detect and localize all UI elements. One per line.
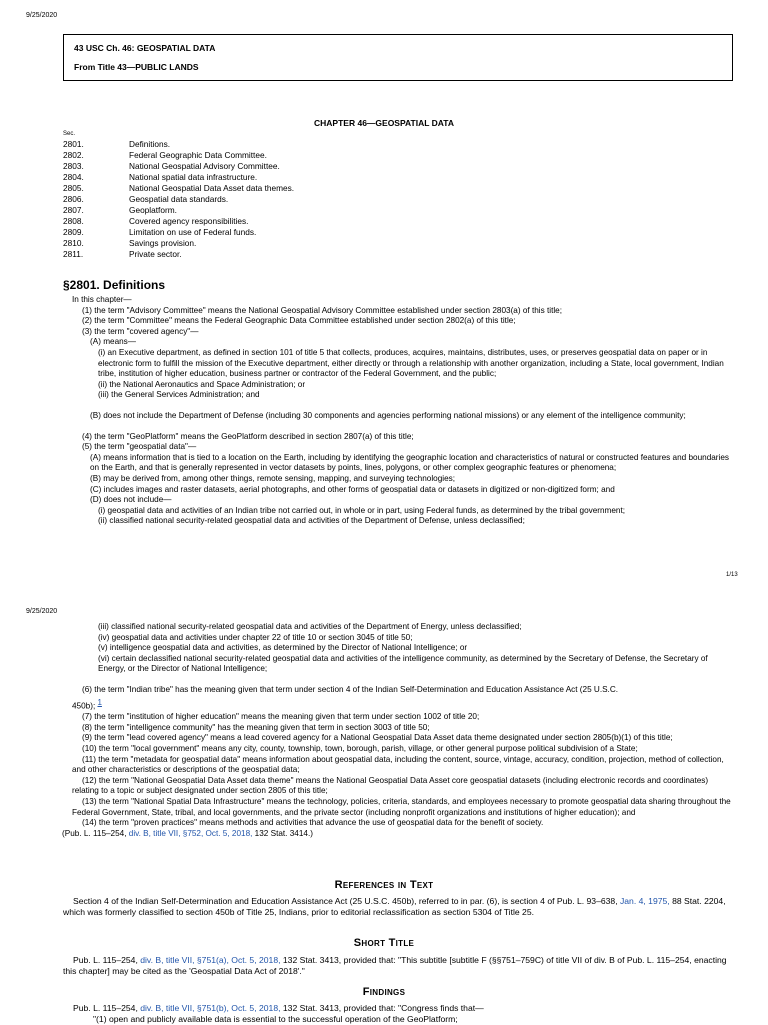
definition-3B: (B) does not include the Department of Defense (including 30 components and agencies performing national missions) or any element of the intelligence community; — [90, 410, 686, 420]
definition-4: (4) the term "GeoPlatform" means the GeoPlatform described in section 2807(a) of this title; — [82, 431, 414, 441]
definition-5C: (C) includes images and raster datasets, aerial photographs, and other forms of geospatial data or datasets in digitized or non-digitized form; and — [90, 484, 615, 494]
short-title-link[interactable]: div. B, title VII, §751(a), Oct. 5, 2018, — [140, 955, 281, 965]
page-number: 1/13 — [726, 572, 738, 578]
toc-section-title: Definitions. — [129, 139, 171, 149]
toc-sec-label: Sec. — [63, 131, 76, 137]
toc-section-title: National Geospatial Advisory Committee. — [129, 161, 280, 171]
definition-7: (7) the term "institution of higher education" means the meaning given that term under section 1002 of title 20; — [82, 712, 480, 722]
document-subtitle: From Title 43—PUBLIC LANDS — [74, 62, 199, 72]
toc-section-number: 2810. — [63, 238, 84, 248]
definition-5Dv: (v) intelligence geospatial data and activities, as determined by the Director of National Intelligence; or — [98, 643, 468, 653]
chapter-title: CHAPTER 46—GEOSPATIAL DATA — [314, 118, 454, 128]
toc-section-title: Limitation on use of Federal funds. — [129, 227, 257, 237]
print-date: 9/25/2020 — [26, 12, 58, 19]
toc-section-number: 2801. — [63, 139, 84, 149]
toc-section-number: 2808. — [63, 216, 84, 226]
toc-section-title: Geoplatform. — [129, 205, 177, 215]
intro-text: In this chapter— — [72, 295, 132, 304]
footnote-link[interactable]: 1 — [97, 697, 102, 707]
definition-6: (6) the term "Indian tribe" has the meaning given that term under section 4 of the Indian Self-Determination and Education Assistance Act (25 U.S.C. — [82, 684, 619, 694]
definition-5A: (A) means information that is tied to a location on the Earth, including by identifying the geographic location and characteristics of natural or constructed features and boundaries on the Earth, and that is generally represented in vector datasets by points, lines, polygons, or other complex geographic features or phenomena; — [90, 452, 729, 473]
short-title-heading: Short Title — [353, 937, 415, 949]
definition-3Ai: (i) an Executive department, as defined in section 101 of title 5 that collects, produces, acquires, maintains, distributes, uses, or preserves geospatial data on paper or in electronic form to fulfill the mission of the Executive department, either directly or through a relationship with another organization, including a State, local government, Indian tribe, institution of higher education, business partner or contractor of the Federal Government, and the public; — [98, 347, 724, 379]
definition-5D: (D) does not include— — [90, 495, 172, 505]
definition-3Aii: (ii) the National Aeronautics and Space Administration; or — [98, 379, 306, 389]
findings-text: Pub. L. 115–254, div. B, title VII, §751(b), Oct. 5, 2018, 132 Stat. 3413, provided that: "Congress finds that— "(1) open and publicly available data is essential to the successful operation of the GeoPlatform; — [63, 1003, 735, 1025]
toc-section-number: 2806. — [63, 194, 84, 204]
definition-5B: (B) may be derived from, among other things, remote sensing, mapping, and surveying technologies; — [90, 473, 455, 483]
toc-section-title: Covered agency responsibilities. — [129, 216, 249, 226]
toc-section-title: Geospatial data standards. — [129, 194, 229, 204]
toc-section-title: National spatial data infrastructure. — [129, 172, 258, 182]
definitions-part-1 — [72, 295, 732, 527]
section-heading: §2801. Definitions — [63, 278, 166, 292]
toc-section-title: Savings provision. — [129, 238, 197, 248]
definition-5Dii: (ii) classified national security-related geospatial data and activities of the Department of Defense, unless declassified; — [98, 516, 525, 526]
findings-link[interactable]: div. B, title VII, §751(b), Oct. 5, 2018, — [140, 1003, 281, 1013]
toc-section-number: 2809. — [63, 227, 84, 237]
definition-5Di: (i) geospatial data and activities of an Indian tribe not carried out, in whole or in part, using Federal funds, as determined by the tribal government; — [98, 505, 626, 515]
definition-6-cont: 450b); — [72, 701, 96, 711]
definition-9: (9) the term "lead covered agency" means a lead covered agency for a National Geospatial Data Asset data theme designated under section 2805(b)(1) of this title; — [82, 733, 673, 743]
toc-section-number: 2805. — [63, 183, 84, 193]
toc-section-number: 2803. — [63, 161, 84, 171]
source-link[interactable]: div. B, title VII, §752, Oct. 5, 2018, — [128, 828, 253, 838]
definition-5Diii: (iii) classified national security-related geospatial data and activities of the Department of Energy, unless declassified; — [98, 622, 522, 631]
findings-item-1: "(1) open and publicly available data is essential to the successful operation of the GeoPlatform; — [93, 1014, 458, 1024]
toc-section-title: Federal Geographic Data Committee. — [129, 150, 267, 160]
toc-section-number: 2804. — [63, 172, 84, 182]
document-title-box — [63, 34, 733, 81]
source-credit: (Pub. L. 115–254, div. B, title VII, §752, Oct. 5, 2018, 132 Stat. 3414.) — [62, 828, 313, 838]
references-link[interactable]: Jan. 4, 1975, — [619, 896, 670, 906]
definition-13: (13) the term "National Spatial Data Infrastructure" means the technology, policies, criteria, standards, and employees necessary to promote geospatial data sharing throughout the Federal Government, State, tribal, and local governments, and the private sector (including nonprofit organizations and institutions of higher education); and — [72, 797, 731, 817]
print-date-page2: 9/25/2020 — [26, 608, 58, 615]
definition-3: (3) the term "covered agency"— — [82, 326, 199, 336]
definition-1: (1) the term "Advisory Committee" means the National Geospatial Advisory Committee established under section 2803(a) of this title; — [82, 305, 562, 315]
definition-3Aiii: (iii) the General Services Administration; and — [98, 390, 260, 400]
references-text: Section 4 of the Indian Self-Determination and Education Assistance Act (25 U.S.C. 450b), referred to in par. (6), is section 4 of Pub. L. 93–638, Jan. 4, 1975, 88 Stat. 2204, which was formerly classified to section 450b of Title 25, Indians, prior to editorial reclassification as section 5304 of Title 25. — [63, 896, 726, 917]
toc-section-title: National Geospatial Data Asset data themes. — [129, 183, 295, 193]
definition-5Div: (iv) geospatial data and activities under chapter 22 of title 10 or section 3045 of title 50; — [98, 632, 413, 642]
definition-5: (5) the term "geospatial data"— — [82, 442, 197, 452]
definition-3A: (A) means— — [90, 337, 136, 347]
toc-section-title: Private sector. — [129, 249, 182, 259]
definition-2: (2) the term "Committee" means the Federal Geographic Data Committee established under section 2802(a) of this title; — [82, 316, 516, 326]
definition-5Dvi: (vi) certain declassified national security-related geospatial data and activities of the intelligence community, as determined by the Secretary of Defense, the Secretary of Energy, or the Director of National Intelligence; — [98, 653, 708, 674]
toc-section-number: 2802. — [63, 150, 84, 160]
toc-section-number: 2811. — [63, 249, 84, 259]
definition-12: (12) the term "National Geospatial Data Asset data theme" means the National Geospatial Data Asset core geospatial datasets (including electronic records and coordinates) relating to a topic or subject designated under section 2805 of this title; — [72, 775, 709, 796]
findings-heading: Findings — [362, 986, 406, 998]
document-title: 43 USC Ch. 46: GEOSPATIAL DATA — [74, 43, 216, 53]
definition-11: (11) the term "metadata for geospatial data" means information about geospatial data, including the content, source, vintage, accuracy, condition, projection, method of collection, and other characteristics or descriptions of the geospatial data; — [72, 754, 724, 775]
definition-8: (8) the term "intelligence community" has the meaning given that term in section 3003 of title 50; — [82, 722, 430, 732]
short-title-text: Pub. L. 115–254, div. B, title VII, §751(a), Oct. 5, 2018, 132 Stat. 3413, provided that: "This subtitle [subtitle F (§§751–759C) of title VII of div. B of Pub. L. 115–254, enacting this chapter] may be cited as the 'Geospatial Data Act of 2018'." — [63, 955, 727, 976]
references-heading: References in Text — [334, 879, 434, 891]
definition-10: (10) the term "local government" means any city, county, township, town, borough, parish, village, or other general purpose political subdivision of a State; — [82, 744, 638, 754]
definition-14: (14) the term "proven practices" means methods and activities that advance the use of geospatial data for the benefit of society. — [82, 818, 544, 828]
definitions-part-2 — [62, 622, 732, 839]
toc-section-number: 2807. — [63, 205, 84, 215]
